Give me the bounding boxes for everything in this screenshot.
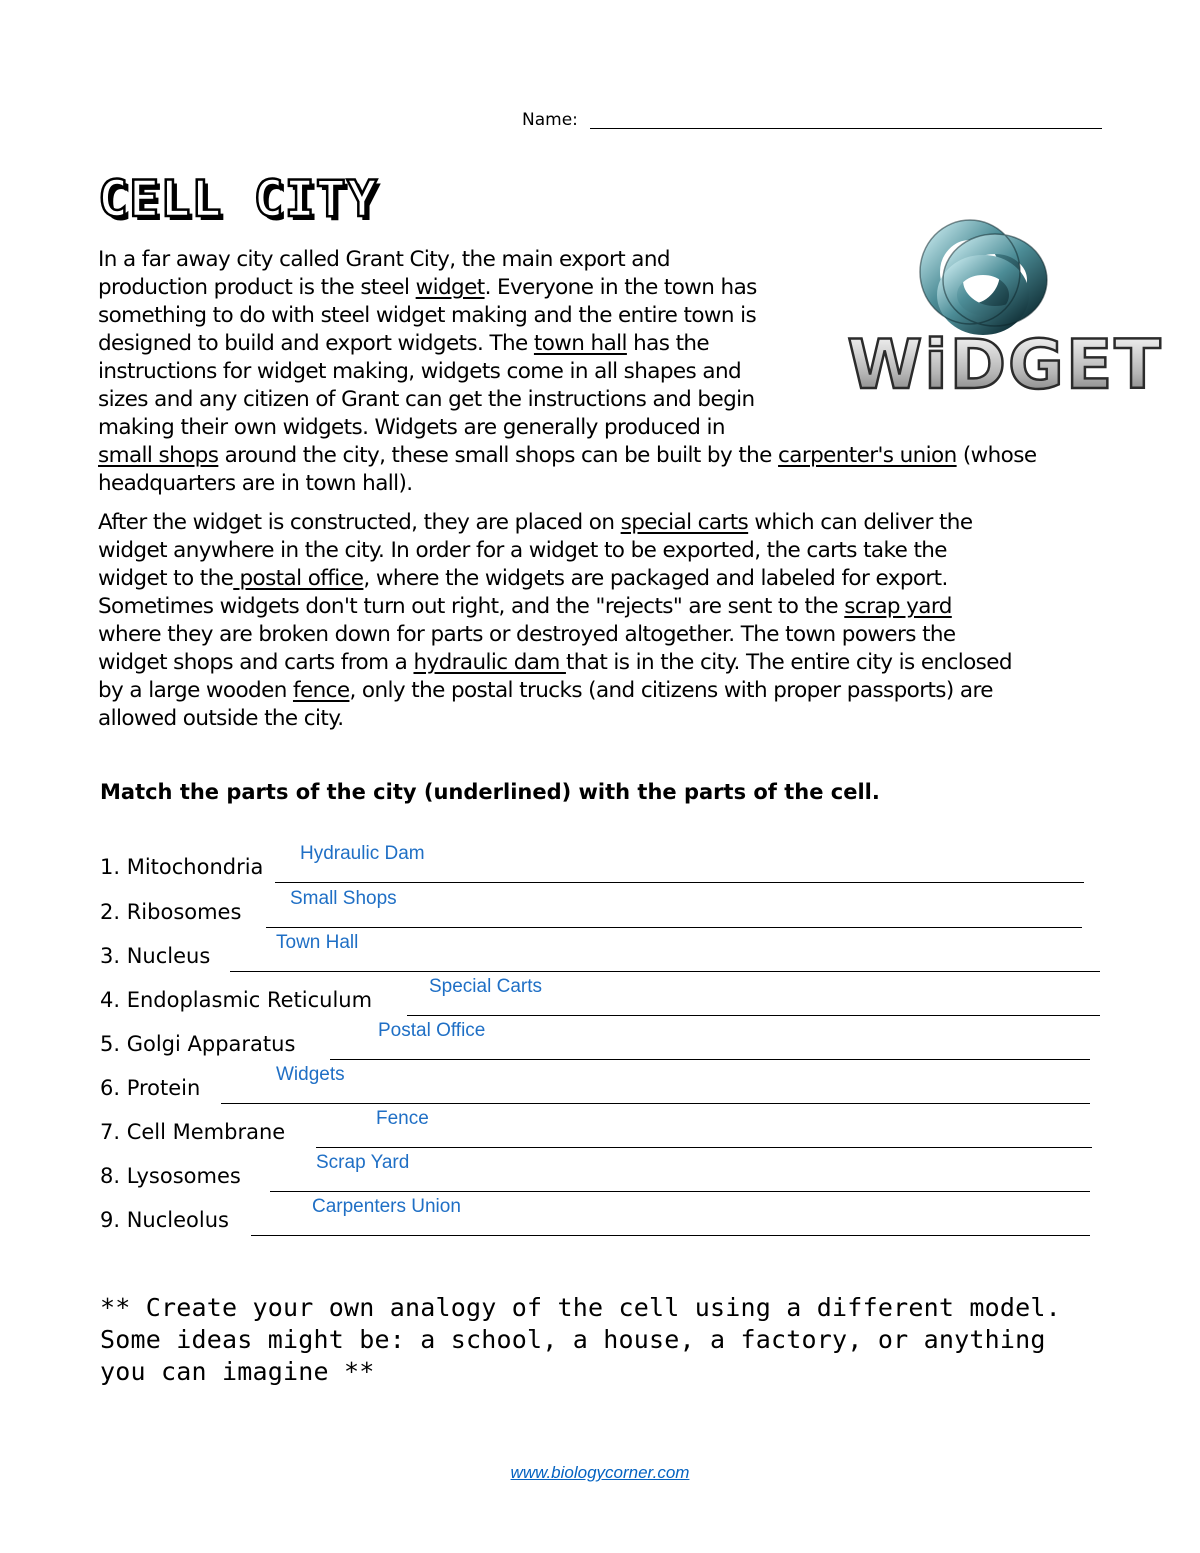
- match-answer-text[interactable]: Fence: [376, 1108, 429, 1129]
- match-item-label: 8. Lysosomes: [100, 1164, 241, 1188]
- underlined-city-part: special carts: [620, 510, 749, 535]
- match-answer-line[interactable]: [275, 882, 1084, 883]
- match-answer-line[interactable]: [330, 1059, 1090, 1060]
- underlined-city-part: hydraulic dam: [413, 650, 566, 675]
- story-text: designed to build and export widgets. The: [98, 331, 534, 356]
- story-line: [98, 537, 947, 565]
- story-paragraph-1: [98, 246, 1108, 506]
- match-item-label: 7. Cell Membrane: [100, 1120, 286, 1144]
- story-text: something to do with steel widget making and the entire town is: [98, 303, 757, 328]
- name-blank-line[interactable]: [590, 128, 1102, 129]
- story-line: [98, 442, 1036, 470]
- story-text: where they are broken down for parts or destroyed altogether. The town powers the: [98, 622, 956, 647]
- match-answer-line[interactable]: [270, 1191, 1090, 1192]
- match-item-label: 1. Mitochondria: [100, 855, 264, 879]
- create-analogy-prompt: ** Create your own analogy of the cell using a different model. Some ideas might be: a school, a house, a factory, or anything you can imagine **: [100, 1293, 1061, 1386]
- name-label: Name:: [522, 110, 578, 130]
- story-text: around the city, these small shops can be built by the: [218, 443, 779, 468]
- match-answer-text[interactable]: Postal Office: [378, 1020, 486, 1041]
- underlined-city-part: postal office: [233, 566, 364, 591]
- underlined-city-part: fence: [292, 678, 350, 703]
- story-line: [98, 705, 344, 733]
- match-answer-text[interactable]: Town Hall: [276, 932, 359, 953]
- match-answer-line[interactable]: [266, 927, 1082, 928]
- story-line: [98, 246, 670, 274]
- match-answer-line[interactable]: [407, 1015, 1100, 1016]
- story-text: widget shops and carts from a: [98, 650, 414, 675]
- match-answer-text[interactable]: Carpenters Union: [312, 1196, 461, 1217]
- underlined-city-part: small shops: [98, 443, 219, 468]
- match-item-label: 2. Ribosomes: [100, 900, 242, 924]
- story-text: that is in the city. The entire city is enclosed: [565, 650, 1012, 675]
- story-text: production product is the steel: [98, 275, 416, 300]
- worksheet-title: CELL CITY: [98, 170, 378, 228]
- match-item-label: 9. Nucleolus: [100, 1208, 229, 1232]
- match-answer-text[interactable]: Scrap Yard: [316, 1152, 410, 1173]
- story-text: by a large wooden: [98, 678, 293, 703]
- match-answer-line[interactable]: [221, 1103, 1090, 1104]
- match-instruction: Match the parts of the city (underlined) with the parts of the cell.: [100, 780, 880, 804]
- story-text: making their own widgets. Widgets are generally produced in: [98, 415, 725, 440]
- match-item-label: 4. Endoplasmic Reticulum: [100, 988, 373, 1012]
- story-line: [98, 414, 725, 442]
- story-text: Sometimes widgets don't turn out right, and the "rejects" are sent to the: [98, 594, 845, 619]
- match-answer-line[interactable]: [251, 1235, 1090, 1236]
- story-text: In a far away city called Grant City, the main export and: [98, 247, 670, 272]
- story-line: [98, 274, 757, 302]
- story-text: , where the widgets are packaged and labeled for export.: [363, 566, 948, 591]
- story-text: . Everyone in the town has: [484, 275, 757, 300]
- match-item-label: 6. Protein: [100, 1076, 201, 1100]
- story-line: [98, 358, 741, 386]
- story-line: [98, 621, 956, 649]
- story-text: sizes and any citizen of Grant can get the instructions and begin: [98, 387, 755, 412]
- story-text: (whose: [956, 443, 1037, 468]
- match-answer-line[interactable]: [230, 971, 1100, 972]
- story-line: [98, 509, 972, 537]
- story-line: [98, 565, 948, 593]
- match-item-label: 5. Golgi Apparatus: [100, 1032, 296, 1056]
- match-answer-text[interactable]: Hydraulic Dam: [300, 843, 425, 864]
- story-line: [98, 302, 756, 330]
- story-text: widget to the: [98, 566, 234, 591]
- story-text: allowed outside the city.: [98, 706, 344, 731]
- match-item-label: 3. Nucleus: [100, 944, 211, 968]
- story-text: , only the postal trucks (and citizens with proper passports) are: [349, 678, 993, 703]
- match-answer-text[interactable]: Small Shops: [290, 888, 397, 909]
- story-text: headquarters are in town hall).: [98, 471, 413, 496]
- story-paragraph-2: [98, 509, 1108, 739]
- story-text: instructions for widget making, widgets come in all shapes and: [98, 359, 742, 384]
- match-answer-text[interactable]: Special Carts: [429, 976, 542, 997]
- story-text: After the widget is constructed, they are placed on: [98, 510, 621, 535]
- widget-logo-text: WiDGET: [847, 326, 1163, 405]
- underlined-city-part: town hall: [533, 331, 627, 356]
- story-line: [98, 593, 952, 621]
- underlined-city-part: scrap yard: [844, 594, 952, 619]
- underlined-city-part: widget: [415, 275, 485, 300]
- story-line: [98, 330, 709, 358]
- story-line: [98, 386, 755, 414]
- story-line: [98, 470, 413, 498]
- story-text: widget anywhere in the city. In order for a widget to be exported, the carts take the: [98, 538, 947, 563]
- underlined-city-part: carpenter's union: [778, 443, 957, 468]
- match-answer-text[interactable]: Widgets: [276, 1064, 345, 1085]
- story-line: [98, 649, 1012, 677]
- story-text: has the: [626, 331, 710, 356]
- story-line: [98, 677, 993, 705]
- footer-link[interactable]: www.biologycorner.com: [510, 1463, 690, 1482]
- match-answer-line[interactable]: [316, 1147, 1092, 1148]
- story-text: which can deliver the: [748, 510, 973, 535]
